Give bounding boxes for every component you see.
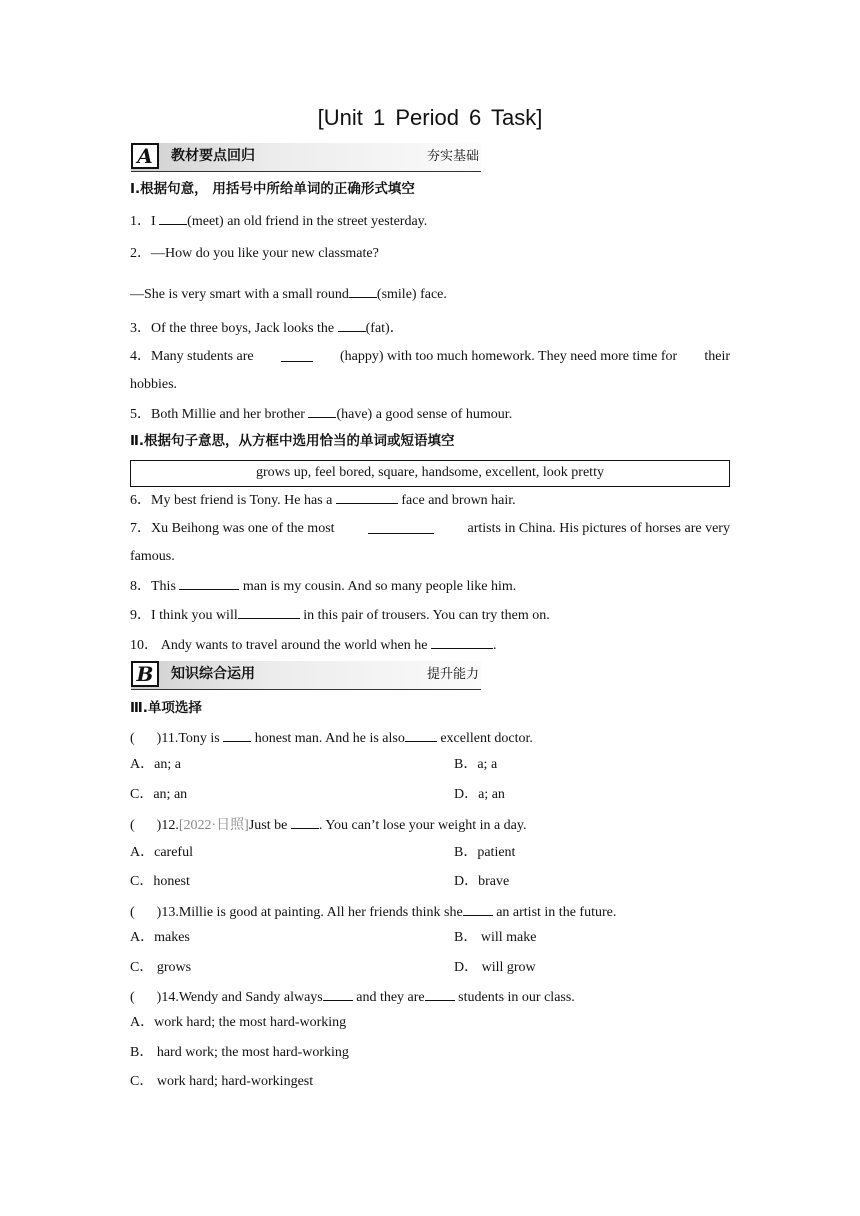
q5-text-b: (have) a good sense of humour. (336, 407, 513, 422)
q11-option-a: A．an; a (130, 757, 181, 772)
q4-blank (281, 348, 313, 362)
question-7-line1 (130, 520, 730, 538)
q3-text-a: 3．Of the three boys, Jack looks the (130, 321, 335, 336)
q12-source: [2022·日照] (178, 818, 249, 833)
q10-text-a: 10． Andy wants to travel around the world when he (130, 638, 428, 653)
question-1 (130, 211, 427, 231)
q13-option-b: B． will make (454, 930, 537, 945)
banner-a-badge: A (131, 143, 159, 169)
q12-option-a: A．careful (130, 845, 193, 860)
q14-blank-2 (425, 987, 455, 1001)
q1-number: 1．I (130, 214, 156, 229)
q14-paren: ( (130, 990, 135, 1005)
q11-option-d: D．a; an (454, 787, 505, 802)
q9-text-a: 9．I think you will (130, 608, 238, 623)
question-9 (130, 605, 550, 625)
q12-text-b: . You can’t lose your weight in a day. (318, 818, 527, 833)
question-12 (130, 815, 527, 835)
q12-text-a: Just be (248, 818, 288, 833)
q6-text-b: face and brown hair. (401, 493, 516, 508)
q11-text-c: excellent doctor. (440, 731, 533, 746)
q5-text-a: 5．Both Millie and her brother (130, 407, 305, 422)
banner-b-subtitle: 提升能力 (426, 667, 479, 682)
question-2-line1: 2．—How do you like your new classmate? (130, 246, 379, 261)
q13-text-b: an artist in the future. (496, 905, 617, 920)
section-banner-a (131, 143, 481, 172)
q2-text-a: —She is very smart with a small round (130, 287, 349, 302)
q3-blank (338, 318, 366, 332)
section2-heading: Ⅱ.根据句子意思，从方框中选用恰当的单词或短语填空 (130, 433, 455, 449)
question-10 (130, 635, 496, 655)
q14-text-c: students in our class. (458, 990, 575, 1005)
q1-blank (159, 211, 187, 225)
q11-blank-1 (223, 728, 251, 742)
q14-option-c: C． work hard; hard-workingest (130, 1074, 314, 1089)
question-8 (130, 576, 516, 596)
question-4-line1 (130, 348, 730, 366)
q11-text-b: honest man. And he is also (254, 731, 405, 746)
banner-b-title: 知识综合运用 (171, 666, 255, 682)
q5-blank (308, 404, 336, 418)
banner-a-title: 教材要点回归 (171, 148, 255, 164)
q4-text-c: their (704, 349, 730, 364)
section-banner-b (131, 661, 481, 690)
q3-text-b: (fat)． (365, 321, 404, 336)
page-title: [Unit 1 Period 6 Task] (317, 105, 543, 130)
q8-blank (179, 576, 239, 590)
q12-option-d: D．brave (454, 874, 510, 889)
word-bank-box: grows up, feel bored, square, handsome, excellent, look pretty (130, 460, 730, 487)
q12-option-b: B．patient (454, 845, 516, 860)
q13-option-c: C． grows (130, 960, 192, 975)
question-11 (130, 728, 533, 748)
question-14 (130, 987, 575, 1007)
q14-text-a: )14.Wendy and Sandy always (156, 990, 323, 1005)
question-7-line2: famous. (130, 549, 175, 564)
q14-blank-1 (323, 987, 353, 1001)
q13-option-a: A．makes (130, 930, 190, 945)
q1-text: (meet) an old friend in the street yesterday. (187, 214, 428, 229)
question-13 (130, 902, 616, 922)
q11-option-b: B．a; a (454, 757, 498, 772)
q8-text-a: 8．This (130, 579, 176, 594)
q13-blank (463, 902, 493, 916)
q7-text-b: artists in China. His pictures of horses are very (467, 521, 730, 536)
q12-blank (291, 815, 319, 829)
banner-a-subtitle: 夯实基础 (426, 149, 479, 164)
q14-option-a: A．work hard; the most hard-working (130, 1015, 347, 1030)
q13-option-d: D． will grow (454, 960, 536, 975)
q14-option-b: B． hard work; the most hard-working (130, 1045, 349, 1060)
q7-text-a: 7．Xu Beihong was one of the most (130, 521, 335, 536)
q12-number: )12. (156, 818, 179, 833)
q6-blank (336, 490, 398, 504)
question-4-line2: hobbies. (130, 377, 178, 392)
question-6 (130, 490, 516, 510)
question-2-line2 (130, 284, 447, 304)
section1-heading: Ⅰ.根据句意， 用括号中所给单词的正确形式填空 (130, 181, 415, 197)
q11-paren: ( (130, 731, 135, 746)
q9-blank (238, 605, 300, 619)
question-3 (130, 318, 404, 338)
q4-text-a: 4．Many students are (130, 349, 254, 364)
q2-blank (349, 284, 377, 298)
q8-text-b: man is my cousin. And so many people like him. (242, 579, 517, 594)
q9-text-b: in this pair of trousers. You can try them on. (303, 608, 550, 623)
q10-blank (431, 635, 493, 649)
q7-blank (368, 520, 434, 534)
q12-option-c: C．honest (130, 874, 190, 889)
q6-text-a: 6．My best friend is Tony. He has a (130, 493, 333, 508)
banner-b-badge: B (131, 661, 159, 687)
q4-text-b: (happy) with too much homework. They need more time for (339, 349, 678, 364)
q14-text-b: and they are (356, 990, 425, 1005)
section3-heading: Ⅲ.单项选择 (130, 700, 202, 716)
q11-option-c: C．an; an (130, 787, 188, 802)
q13-paren: ( (130, 905, 135, 920)
q2-text-b: (smile) face. (376, 287, 447, 302)
q13-text-a: )13.Millie is good at painting. All her friends think she (156, 905, 463, 920)
q11-text-a: )11.Tony is (156, 731, 220, 746)
q10-text-b: . (492, 638, 497, 653)
q12-paren: ( (130, 818, 135, 833)
q11-blank-2 (405, 728, 437, 742)
question-5 (130, 404, 512, 424)
